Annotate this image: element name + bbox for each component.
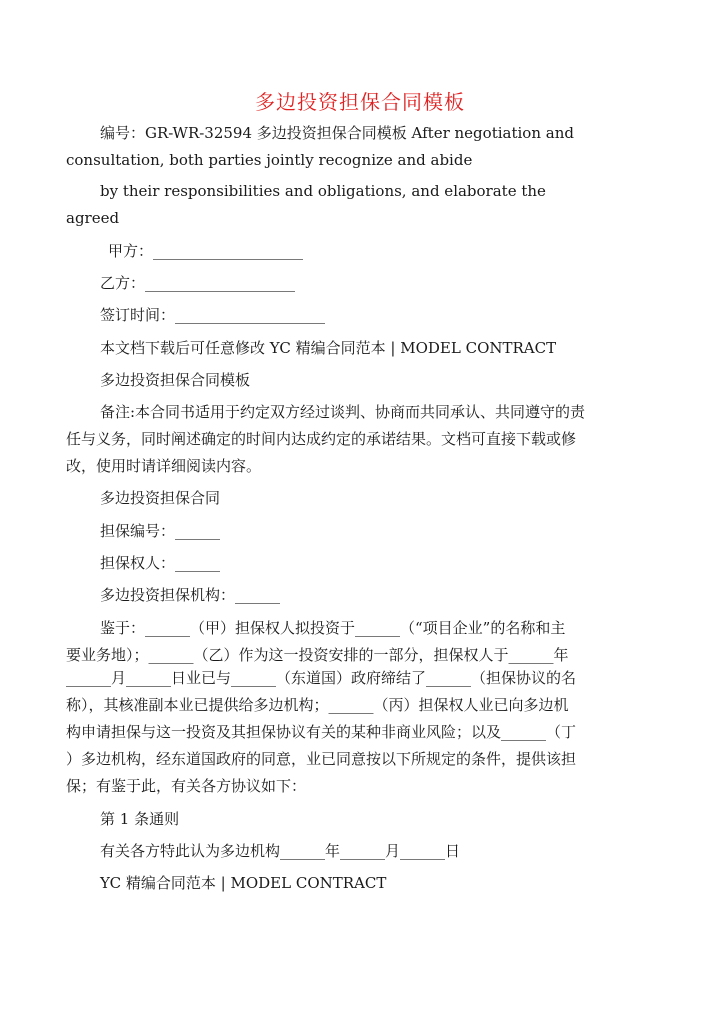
document-title: 多边投资担保合同模板 xyxy=(255,90,465,114)
footer-notice: YC 精编合同范本 | MODEL CONTRACT xyxy=(100,874,387,892)
guarantee-agency-field: 多边投资担保机构：______ xyxy=(100,586,281,604)
intro-line-3: by their responsibilities and obligations, and elaborate the xyxy=(100,182,546,200)
article-1-body: 有关各方特此认为多边机构______年______月______日 xyxy=(100,842,461,860)
guarantee-number-field: 担保编号：______ xyxy=(100,522,221,540)
intro-line-1: 编号：GR-WR-32594 多边投资担保合同模板 After negotiation and xyxy=(100,124,574,142)
contract-title: 多边投资担保合同 xyxy=(100,489,221,507)
remark-line-3: 改，使用时请详细阅读内容。 xyxy=(66,457,262,475)
recital-line-4: 称），其核准副本业已提供给多边机构；______（丙）担保权人业已向多边机 xyxy=(66,696,569,714)
intro-line-4: agreed xyxy=(66,209,120,227)
document-subtitle: 多边投资担保合同模板 xyxy=(100,371,251,389)
article-1-heading: 第 1 条通则 xyxy=(100,810,180,828)
recital-line-1: 鉴于：______（甲）担保权人拟投资于______（“项目企业”的名称和主 xyxy=(100,619,566,637)
recital-line-5: 构申请担保与这一投资及其担保协议有关的某种非商业风险；以及______（丁 xyxy=(66,723,577,741)
intro-line-2: consultation, both parties jointly recognize and abide xyxy=(66,151,473,169)
party-b-field: 乙方：____________________ xyxy=(100,274,296,292)
remark-line-2: 任与义务，同时阐述确定的时间内达成约定的承诺结果。文档可直接下载或修 xyxy=(66,430,577,448)
recital-line-7: 保；有鉴于此，有关各方协议如下： xyxy=(66,777,307,795)
guaranteed-party-field: 担保权人：______ xyxy=(100,554,221,572)
sign-time-field: 签订时间：____________________ xyxy=(100,306,326,324)
download-notice: 本文档下载后可任意修改 YC 精编合同范本 | MODEL CONTRACT xyxy=(100,339,557,357)
recital-line-2: 要业务地）；______（乙）作为这一投资安排的一部分，担保权人于______年 xyxy=(66,646,569,664)
recital-line-3: ______月______日业已与______（东道国）政府缔结了______（担保协议的名 xyxy=(66,669,577,687)
remark-line-1: 备注:本合同书适用于约定双方经过谈判、协商而共同承认、共同遵守的责 xyxy=(100,403,586,421)
recital-line-6: ）多边机构，经东道国政府的同意，业已同意按以下所规定的条件，提供该担 xyxy=(66,750,577,768)
party-a-field: 甲方：____________________ xyxy=(108,242,304,260)
